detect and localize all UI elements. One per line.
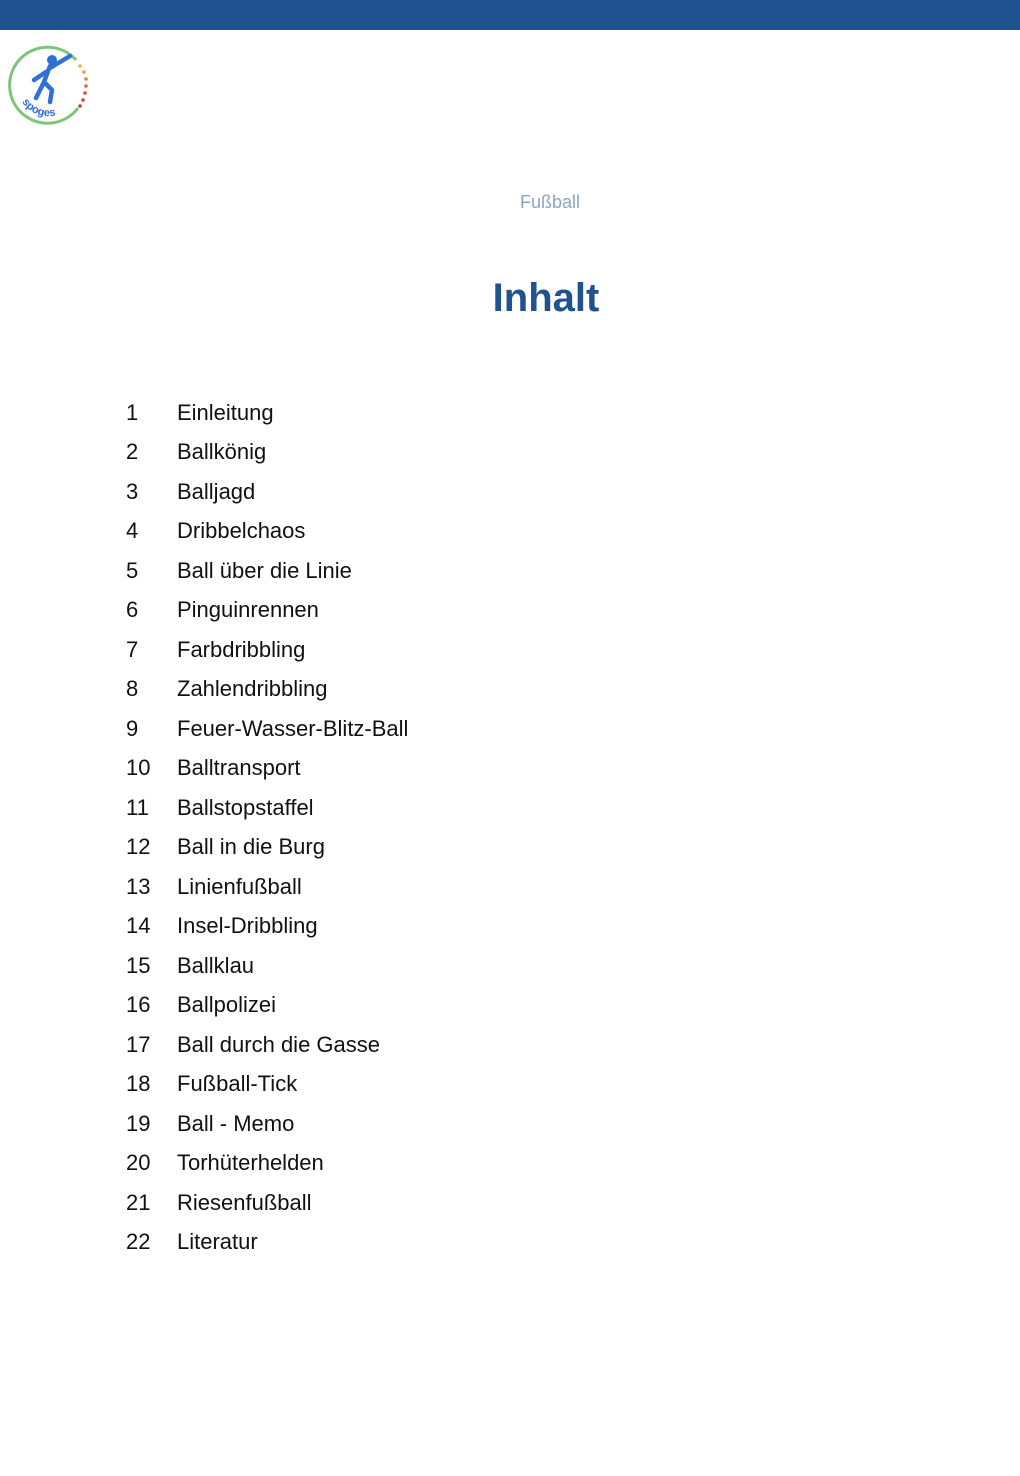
page-title: Inhalt xyxy=(492,276,600,320)
toc-item-label: Ball durch die Gasse xyxy=(177,1031,380,1057)
toc-item-number: 7 xyxy=(126,636,139,662)
toc-item-label: Ballpolizei xyxy=(177,992,277,1018)
toc-item-label: Einleitung xyxy=(177,399,274,425)
toc-item-number: 1 xyxy=(126,399,139,425)
logo-text: spoges xyxy=(19,96,57,120)
toc-item[interactable] xyxy=(126,1223,408,1263)
toc-item[interactable] xyxy=(126,946,408,986)
toc-item[interactable] xyxy=(126,670,408,710)
toc-item-number: 15 xyxy=(126,952,151,978)
toc-item-label: Feuer-Wasser-Blitz-Ball xyxy=(177,715,409,741)
toc-item-label: Insel-Dribbling xyxy=(177,913,318,939)
toc-item-number: 13 xyxy=(126,873,151,899)
table-of-contents xyxy=(126,393,408,1262)
toc-item-label: Ballstopstaffel xyxy=(177,794,314,820)
toc-item-label: Ballklau xyxy=(177,952,255,978)
toc-item[interactable] xyxy=(126,1025,408,1065)
toc-item[interactable] xyxy=(126,512,408,552)
toc-item-number: 10 xyxy=(126,755,151,781)
toc-item-number: 5 xyxy=(126,557,139,583)
header-subject: Fußball xyxy=(519,192,581,212)
toc-item-label: Dribbelchaos xyxy=(177,518,306,544)
toc-item-number: 8 xyxy=(126,676,139,702)
toc-item[interactable] xyxy=(126,630,408,670)
toc-item-number: 11 xyxy=(126,794,149,820)
toc-item-number: 12 xyxy=(126,834,151,860)
toc-item-number: 6 xyxy=(126,597,139,623)
toc-item[interactable] xyxy=(126,433,408,473)
toc-item[interactable] xyxy=(126,867,408,907)
toc-item-number: 4 xyxy=(126,518,139,544)
toc-item-label: Literatur xyxy=(177,1229,258,1255)
toc-item[interactable] xyxy=(126,1065,408,1105)
toc-item-label: Fußball-Tick xyxy=(177,1071,298,1097)
toc-item-label: Ball über die Linie xyxy=(177,557,352,583)
toc-item-number: 9 xyxy=(126,715,139,741)
toc-item[interactable] xyxy=(126,749,408,789)
spoges-logo xyxy=(6,44,92,126)
toc-item-number: 17 xyxy=(126,1031,151,1057)
toc-item[interactable] xyxy=(126,788,408,828)
toc-item-label: Balljagd xyxy=(177,478,256,504)
toc-item-number: 22 xyxy=(126,1229,151,1255)
toc-item-number: 3 xyxy=(126,478,139,504)
toc-item-label: Ballkönig xyxy=(177,439,267,465)
toc-item-number: 18 xyxy=(126,1071,151,1097)
toc-item-label: Zahlendribbling xyxy=(177,676,328,702)
toc-item-number: 2 xyxy=(126,439,139,465)
toc-item-number: 20 xyxy=(126,1150,151,1176)
toc-item[interactable] xyxy=(126,551,408,591)
toc-item[interactable] xyxy=(126,986,408,1026)
toc-item-label: Linienfußball xyxy=(177,873,302,899)
toc-item-label: Ball in die Burg xyxy=(177,834,325,860)
toc-item-label: Farbdribbling xyxy=(177,636,306,662)
toc-item[interactable] xyxy=(126,1144,408,1184)
toc-item[interactable] xyxy=(126,907,408,947)
toc-item[interactable] xyxy=(126,709,408,749)
toc-item-number: 19 xyxy=(126,1110,151,1136)
toc-item[interactable] xyxy=(126,1104,408,1144)
top-bar xyxy=(0,0,1020,30)
toc-item[interactable] xyxy=(126,1183,408,1223)
toc-item[interactable] xyxy=(126,393,408,433)
toc-item[interactable] xyxy=(126,472,408,512)
toc-item-number: 14 xyxy=(126,913,151,939)
toc-item-number: 16 xyxy=(126,992,151,1018)
toc-item-label: Balltransport xyxy=(177,755,301,781)
toc-item-label: Riesenfußball xyxy=(177,1189,312,1215)
toc-item-label: Ball - Memo xyxy=(177,1110,295,1136)
toc-item[interactable] xyxy=(126,591,408,631)
toc-item-label: Pinguinrennen xyxy=(177,597,319,623)
toc-item-number: 21 xyxy=(126,1189,151,1215)
toc-item-label: Torhüterhelden xyxy=(177,1150,324,1176)
toc-item[interactable] xyxy=(126,828,408,868)
